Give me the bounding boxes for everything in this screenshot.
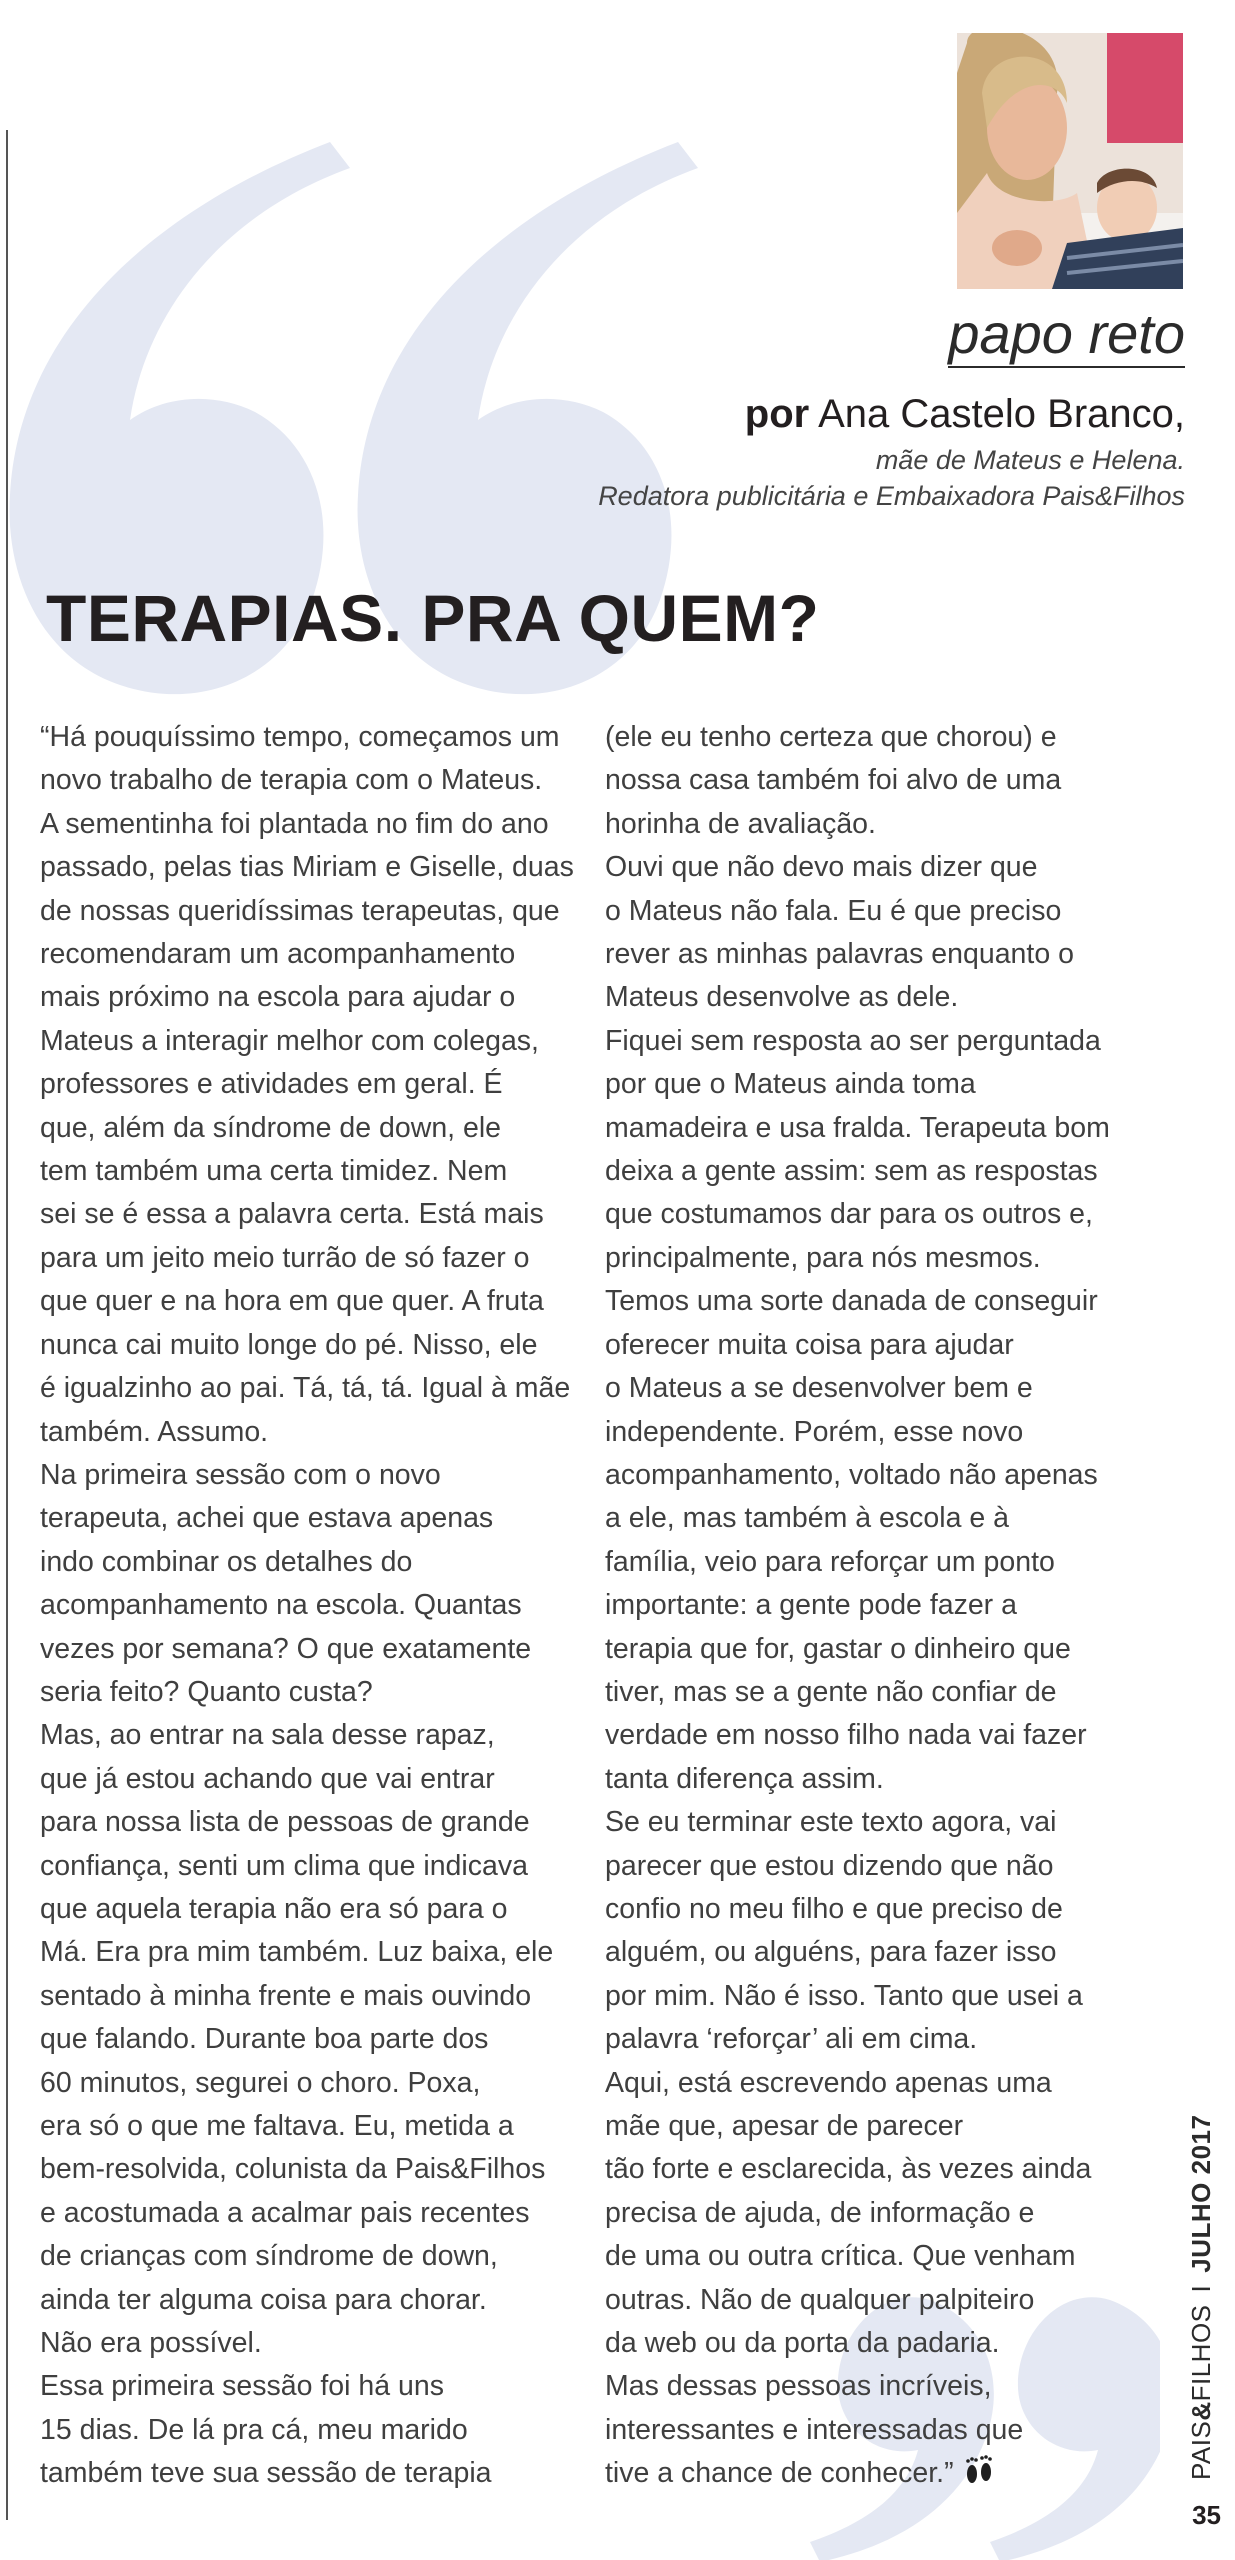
article-column-right xyxy=(605,716,1145,2496)
article-line: terapeuta, achei que estava apenas xyxy=(40,1502,494,1535)
article-line: principalmente, para nós mesmos. xyxy=(605,1241,1041,1274)
article-line: A sementinha foi plantada no fim do ano xyxy=(40,807,549,840)
article-line: da web ou da porta da padaria. xyxy=(605,2327,1000,2360)
article-line: terapia que for, gastar o dinheiro que xyxy=(605,1632,1071,1665)
article-line: de crianças com síndrome de down, xyxy=(40,2240,498,2273)
article-line: Mateus a interagir melhor com colegas, xyxy=(40,1024,539,1057)
article-line: oferecer muita coisa para ajudar xyxy=(605,1328,1014,1361)
article-line: Má. Era pra mim também. Luz baixa, ele xyxy=(40,1936,554,1969)
article-line: bem-resolvida, colunista da Pais&Filhos xyxy=(40,2153,546,2186)
article-line: Fiquei sem resposta ao ser perguntada xyxy=(605,1024,1101,1057)
article-line: parecer que estou dizendo que não xyxy=(605,1849,1054,1882)
brand-name: PAIS&FILHOS xyxy=(1186,2304,1216,2480)
author-name: Ana Castelo Branco, xyxy=(818,392,1185,436)
article-line: que quer e na hora em que quer. A fruta xyxy=(40,1285,544,1318)
article-line: Mas, ao entrar na sala desse rapaz, xyxy=(40,1719,495,1752)
article-line: 60 minutos, segurei o choro. Poxa, xyxy=(40,2066,481,2099)
article-line: horinha de avaliação. xyxy=(605,807,876,840)
article-line: para nossa lista de pessoas de grande xyxy=(40,1806,530,1839)
article-line: independente. Porém, esse novo xyxy=(605,1415,1024,1448)
article-line: seria feito? Quanto custa? xyxy=(40,1675,373,1708)
article-line: tão forte e esclarecida, às vezes ainda xyxy=(605,2153,1092,2186)
article-line: a ele, mas também à escola e à xyxy=(605,1502,1009,1535)
article-line: mãe que, apesar de parecer xyxy=(605,2110,964,2142)
article-line: de nossas queridíssimas terapeutas, que xyxy=(40,894,560,927)
article-line: nunca cai muito longe do pé. Nisso, ele xyxy=(40,1328,538,1361)
article-line: recomendaram um acompanhamento xyxy=(40,938,516,971)
article-line: sei se é essa a palavra certa. Está mais xyxy=(40,1198,544,1231)
article-line: também teve sua sessão de terapia xyxy=(40,2457,492,2490)
article-line: Se eu terminar este texto agora, vai xyxy=(605,1806,1057,1839)
article-line: o Mateus não fala. Eu é que preciso xyxy=(605,894,1062,927)
article-line: acompanhamento, voltado não apenas xyxy=(605,1458,1098,1491)
article-line: tem também uma certa timidez. Nem xyxy=(40,1155,508,1188)
article-line: família, veio para reforçar um ponto xyxy=(605,1545,1055,1578)
article-line: interessantes e interessadas que xyxy=(605,2413,1024,2446)
article-line: passado, pelas tias Miriam e Giselle, duas xyxy=(40,851,574,884)
article-line: mais próximo na escola para ajudar o xyxy=(40,981,516,1014)
article-line: tanta diferença assim. xyxy=(605,1762,884,1795)
author-photo xyxy=(957,33,1183,289)
article-line: e acostumada a acalmar pais recentes xyxy=(40,2196,530,2229)
article-line: que, além da síndrome de down, ele xyxy=(40,1111,502,1144)
bio-line: mãe de Mateus e Helena. xyxy=(875,445,1185,475)
article-line: novo trabalho de terapia com o Mateus. xyxy=(40,764,543,797)
article-line: Aqui, está escrevendo apenas uma xyxy=(605,2066,1052,2099)
article-line: Mateus desenvolve as dele. xyxy=(605,981,959,1014)
article-line: Essa primeira sessão foi há uns xyxy=(40,2370,444,2403)
article-line: Temos uma sorte danada de conseguir xyxy=(605,1285,1098,1318)
magazine-footer xyxy=(1186,2115,1217,2480)
article-line: por mim. Não é isso. Tanto que usei a xyxy=(605,1979,1083,2012)
author-byline xyxy=(745,394,1185,434)
article-line: que aquela terapia não era só para o xyxy=(40,1892,508,1925)
article-line: tive a chance de conhecer.” xyxy=(605,2452,1145,2495)
author-bio xyxy=(285,443,1185,514)
column-name: papo reto xyxy=(948,305,1185,368)
baby-feet-icon xyxy=(962,2452,996,2486)
article-line: vezes por semana? O que exatamente xyxy=(40,1632,532,1665)
article-line: ainda ter alguma coisa para chorar. xyxy=(40,2283,487,2316)
article-line: professores e atividades em geral. É xyxy=(40,1068,503,1101)
article-line: nossa casa também foi alvo de uma xyxy=(605,764,1062,797)
article-line: precisa de ajuda, de informação e xyxy=(605,2196,1035,2229)
article-line: que falando. Durante boa parte dos xyxy=(40,2023,489,2056)
article-line: que costumamos dar para os outros e, xyxy=(605,1198,1093,1231)
article-line: Ouvi que não devo mais dizer que xyxy=(605,851,1038,884)
article-headline: TERAPIAS. PRA QUEM? xyxy=(46,581,820,655)
article-line: acompanhamento na escola. Quantas xyxy=(40,1589,522,1622)
page-number: 35 xyxy=(1192,2500,1221,2530)
article-line: para um jeito meio turrão de só fazer o xyxy=(40,1241,530,1274)
article-line: deixa a gente assim: sem as respostas xyxy=(605,1155,1098,1188)
article-line: rever as minhas palavras enquanto o xyxy=(605,938,1074,971)
article-line: mamadeira e usa fralda. Terapeuta bom xyxy=(605,1111,1110,1144)
article-line: outras. Não de qualquer palpiteiro xyxy=(605,2283,1035,2316)
article-line: importante: a gente pode fazer a xyxy=(605,1589,1017,1622)
article-line: confio no meu filho e que preciso de xyxy=(605,1892,1063,1925)
article-line: Mas dessas pessoas incríveis, xyxy=(605,2370,992,2403)
article-column-left xyxy=(40,716,580,2496)
article-line: indo combinar os detalhes do xyxy=(40,1545,413,1578)
article-line: que já estou achando que vai entrar xyxy=(40,1762,495,1795)
byline-prefix: por xyxy=(744,392,810,436)
article-line: Não era possível. xyxy=(40,2327,262,2360)
article-line: confiança, senti um clima que indicava xyxy=(40,1849,528,1882)
article-line: “Há pouquíssimo tempo, começamos um xyxy=(40,721,560,753)
article-line: tiver, mas se a gente não confiar de xyxy=(605,1675,1057,1708)
article-line: também. Assumo. xyxy=(40,1415,269,1448)
article-line: alguém, ou alguéns, para fazer isso xyxy=(605,1936,1057,1969)
article-line: 15 dias. De lá pra cá, meu marido xyxy=(40,2413,468,2446)
article-line: verdade em nosso filho nada vai fazer xyxy=(605,1719,1087,1752)
footer-separator: I xyxy=(1186,2284,1216,2293)
article-line: é igualzinho ao pai. Tá, tá, tá. Igual à mãe xyxy=(40,1372,571,1405)
article-line: de uma ou outra crítica. Que venham xyxy=(605,2240,1076,2273)
article-line: o Mateus a se desenvolver bem e xyxy=(605,1372,1033,1405)
article-line: era só o que me faltava. Eu, metida a xyxy=(40,2110,514,2142)
article-line: por que o Mateus ainda toma xyxy=(605,1068,976,1101)
bio-line: Redatora publicitária e Embaixadora Pais&Filhos xyxy=(598,480,1185,511)
article-line: (ele eu tenho certeza que chorou) e xyxy=(605,721,1057,753)
issue-date: JULHO 2017 xyxy=(1186,2114,1216,2273)
article-line: palavra ‘reforçar’ ali em cima. xyxy=(605,2023,978,2056)
article-line: sentado à minha frente e mais ouvindo xyxy=(40,1979,532,2012)
article-line: Na primeira sessão com o novo xyxy=(40,1458,441,1491)
